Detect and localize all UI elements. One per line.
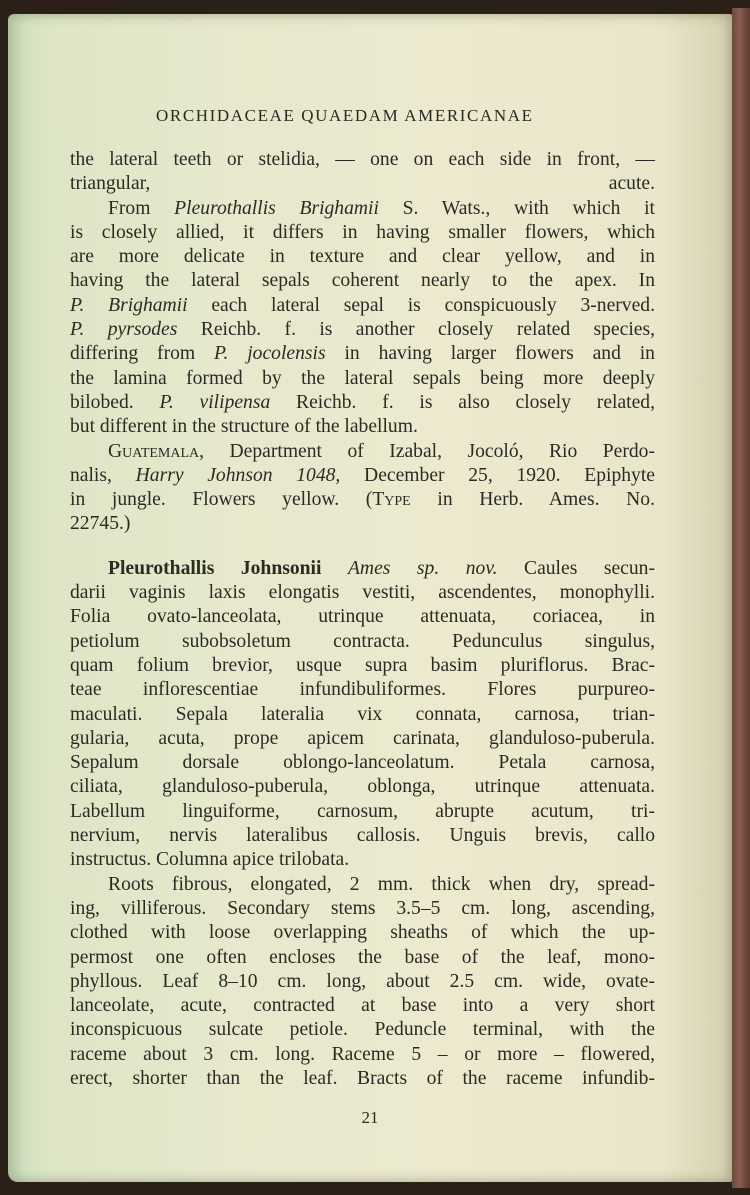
text-line [70,342,655,366]
text-line [70,897,655,921]
text-line [70,391,655,415]
text-line [70,221,655,245]
text-segment: raceme about 3 cm. long. Raceme 5 – or more – flowered, [70,1043,655,1065]
text-line [70,440,655,464]
text-line [70,970,655,994]
text-segment: phyllous. Leaf 8–10 cm. long, about 2.5 cm. wide, ovate- [70,970,655,992]
text-segment: permost one often encloses the base of the leaf, mono- [70,946,655,968]
running-head: ORCHIDACEAE QUAEDAM AMERICANAE [156,106,534,125]
paragraph-gap [70,537,655,557]
text-segment: Reichb. f. is another closely related species, [177,319,655,341]
text-line [70,775,655,799]
text-line [70,464,655,488]
text-segment: instructus. Columna apice trilobata. [70,849,350,871]
text-line [70,581,655,605]
text-line [70,148,655,172]
text-segment: differing from [70,343,215,365]
text-line [70,488,655,512]
text-segment: but different in the structure of the labellum. [70,416,418,438]
text-line [70,946,655,970]
text-segment: erect, shorter than the leaf. Bracts of the raceme infundib- [70,1067,655,1089]
text-segment: inconspicuous sulcate petiole. Peduncle terminal, with the [70,1019,655,1041]
text-segment: darii vaginis laxis elongatis vestiti, ascendentes, monophylli. [70,582,655,604]
text-line [70,848,655,872]
text-segment: maculati. Sepala lateralia vix connata, carnosa, trian- [70,703,655,725]
page-sheet [8,14,732,1182]
text-segment: having the lateral sepals coherent nearly to the apex. In [70,270,655,292]
text-segment: triangular, acute. [70,173,655,195]
text-line [70,605,655,629]
text-segment: ing, villiferous. Secondary stems 3.5–5 cm. long, ascending, [70,897,655,919]
text-line [70,415,655,439]
text-segment: Caules secun- [497,557,655,579]
text-line [70,727,655,751]
text-segment: in having larger flowers and in [325,343,655,365]
text-line [70,824,655,848]
text-line [70,630,655,654]
text-segment: are more delicate in texture and clear yellow, and in [70,246,655,268]
text-segment: Labellum linguiforme, carnosum, abrupte acutum, tri- [70,800,655,822]
text-segment: the lateral teeth or stelidia, — one on each side in front, — [70,149,655,170]
text-line [70,245,655,269]
text-segment: Reichb. f. is also closely related, [270,391,655,413]
italic-segment: P. vilipensa [159,391,271,413]
text-line [70,800,655,824]
text-segment: gularia, acuta, prope apicem carinata, glanduloso-puberula. [70,727,655,749]
book-spine-edge [732,8,750,1188]
text-segment: Sepalum dorsale oblongo-lanceolatum. Petala carnosa, [70,752,655,774]
text-segment: S. Wats., with which it [378,197,655,219]
text-line [70,1043,655,1067]
text-line [70,678,655,702]
italic-segment: P. pyrsodes [70,319,178,341]
text-line [70,294,655,318]
text-segment: Guatemala, [108,440,205,462]
text-segment: Department of Izabal, Jocoló, Rio Perdo- [204,440,655,462]
text-line [70,751,655,775]
text-segment [321,558,348,579]
text-segment: teae inflorescentiae infundibuliformes. Flores purpureo- [70,679,655,701]
text-segment: is closely allied, it differs in having smaller flowers, which [70,221,655,243]
page-number: 21 [361,1108,379,1127]
italic-segment: Pleurothallis Brighamii [174,197,379,219]
text-line [70,994,655,1018]
text-segment: in Herb. Ames. No. [410,489,655,511]
text-segment: in jungle. Flowers yellow. ( [70,489,373,511]
text-segment: quam folium brevior, usque supra basim pluriflorus. Brac- [70,654,655,676]
text-line [70,1018,655,1042]
text-line [70,703,655,727]
text-segment: nervium, nervis lateralibus callosis. Unguis brevis, callo [70,825,655,847]
text-line [70,557,655,581]
text-segment: Folia ovato-lanceolata, utrinque attenuata, coriacea, in [70,606,655,628]
text-segment: Type [372,489,411,511]
text-line [70,512,655,536]
text-line [70,269,655,293]
text-line [70,1067,655,1091]
text-line [70,654,655,678]
italic-segment: P. jocolensis [214,343,326,365]
text-segment: bilobed. [70,391,160,413]
text-line [70,873,655,897]
text-line [70,318,655,342]
bold-segment: Pleurothallis Johnsonii [108,557,322,579]
text-segment: ciliata, glanduloso-puberula, oblonga, utrinque attenuata. [70,776,655,798]
text-line [70,921,655,945]
text-line [70,367,655,391]
italic-segment: Ames sp. nov. [347,557,498,579]
text-line [70,172,655,196]
text-segment: each lateral sepal is conspicuously 3-nerved. [187,294,655,316]
text-line [70,197,655,221]
text-segment: Roots fibrous, elongated, 2 mm. thick when dry, spread- [108,873,655,895]
text-segment: 22745.) [70,513,131,535]
text-segment: From [108,197,175,219]
text-segment: the lamina formed by the lateral sepals being more deeply [70,367,655,389]
text-segment: lanceolate, acute, contracted at base into a very short [70,995,655,1017]
text-segment: December 25, 1920. Epiphyte [340,464,655,486]
text-segment: petiolum subobsoletum contracta. Pedunculus singulus, [70,630,655,652]
body-text [70,148,655,1091]
italic-segment: Harry Johnson 1048, [135,464,341,486]
text-segment: nalis, [70,464,136,486]
italic-segment: P. Brighamii [70,294,188,316]
text-segment: clothed with loose overlapping sheaths of which the up- [70,922,655,944]
